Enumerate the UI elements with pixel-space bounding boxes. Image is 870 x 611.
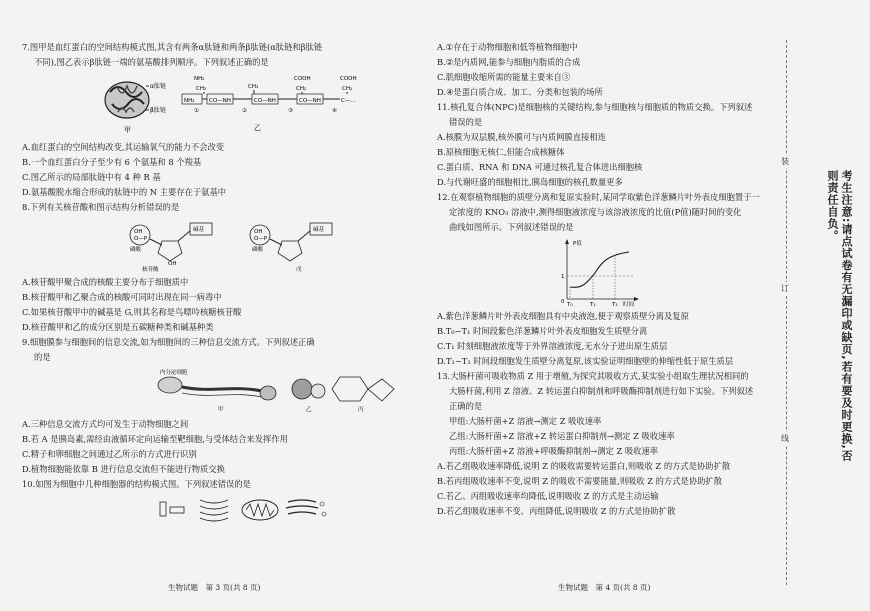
golgi-icon: [286, 500, 326, 516]
q7-option-b: B.一个血红蛋白分子至少有 6 个氨基和 8 个羧基: [22, 157, 202, 167]
ch3-label: CH₃: [248, 84, 259, 90]
p-label-1: O—P: [134, 236, 148, 242]
q13-group-jia: 甲组:大肠杆菌+Z 溶液→测定 Z 吸收速率: [449, 416, 602, 426]
q11-option-b: B.原核细胞无核仁,但能合成核糖体: [437, 147, 565, 157]
q13-option-b: B.若丙组吸收速率不变,说明 Z 的吸收不需要能量,则吸收 Z 的方式是协助扩散: [437, 476, 722, 486]
p-label-2: O—P: [254, 236, 268, 242]
q9-option-d: D.植物细胞能依靠 B 进行信息交流但不能进行物质交换: [22, 464, 225, 474]
q11-option-a: A.核膜为双层膜,核外膜可与内质网膜直接相连: [437, 132, 606, 142]
chain-continues: C—…: [341, 98, 356, 104]
q10-stem: 10.如图为细胞中几种细胞器的结构模式图。下列叙述错误的是: [22, 479, 251, 489]
hemoglobin-figure: [22, 72, 402, 138]
q12-figure: [437, 237, 787, 307]
cell-contact-diagram: [292, 379, 325, 413]
q12-option-d: D.T₁~T₂ 时间段细胞发生质壁分离复原,该实验证明细胞壁的伸缩性低于原生质层: [437, 356, 734, 366]
q7-stem-line1: 7.图甲是血红蛋白的空间结构模式图,其含有两条α肽链和两条β肽链(α肽链和β肽链: [22, 42, 323, 52]
phosphate-label-jia: 磷酸: [130, 247, 142, 253]
cooh-label-2: COOH: [340, 76, 357, 82]
q12-option-c: C.T₁ 时刻细胞液浓度等于外界溶液浓度,无水分子进出原生质层: [437, 341, 668, 351]
q13-group-bing: 丙组:大肠杆菌+Z 溶液+呼吸酶抑制剂→测定 Z 吸收速率: [449, 446, 659, 456]
x-tick-t2: T₂: [612, 302, 618, 307]
q8-option-d: D.核苷酸甲和乙的成分区别是五碳糖种类和碱基种类: [22, 322, 214, 332]
candidate-notice: 考生注意:请点试卷有无漏印或缺页,若有要及时更换,否则责任自负。: [826, 170, 853, 462]
p-value-curve: [437, 237, 787, 307]
q10-figure: [22, 494, 407, 524]
nh2-top-label: NH₂: [194, 76, 205, 82]
q11-option-d: D.与代谢旺盛的细胞相比,胰岛细胞的核孔数量更多: [437, 177, 623, 187]
footer-page-3: 生物试题 第 3 页(共 8 页): [168, 583, 261, 592]
endoplasmic-reticulum-icon: [200, 500, 228, 521]
question-10: [22, 477, 407, 524]
q13-option-c: C.若乙、丙组吸收速率均降低,说明吸收 Z 的方式是主动运输: [437, 491, 659, 501]
peptide-bond-3: CO—NH: [299, 98, 321, 104]
nucleotide-label: 核苷酸: [142, 267, 159, 273]
footer-page-4: 生物试题 第 4 页(共 8 页): [558, 583, 651, 592]
x-tick-t0: T₀: [567, 302, 573, 307]
q7-figure: [22, 72, 407, 138]
cooh-label-1: COOH: [294, 76, 311, 82]
q10-option-a: A.①存在于动物细胞和低等植物细胞中: [437, 42, 578, 52]
pentose-label: 戊: [296, 267, 302, 273]
ch2-label-3: CH₂: [342, 86, 353, 92]
nh2-terminal-label: NH₂: [184, 98, 195, 104]
q13-option-d: D.若乙组吸收速率不变、丙组降低,说明吸收 Z 的方式是协助扩散: [437, 506, 676, 516]
base-label-jia: 碱基: [193, 227, 205, 233]
q11-stem-line1: 11.核孔复合体(NPC)是细胞核的关键结构,参与细胞核与细胞质的物质交换。下列叙述: [437, 102, 753, 112]
ch2-label-2: CH₂: [296, 86, 307, 92]
q8-option-c: C.如果核苷酸甲中的碱基是 G,则其名称是鸟嘌呤核糖核苷酸: [22, 307, 242, 317]
q7-option-a: A.血红蛋白的空间结构改变,其运输氧气的能力不会改变: [22, 142, 225, 152]
peptide-chain-diagram: [182, 76, 357, 114]
binding-char-ding: 订: [781, 284, 789, 293]
q12-option-a: A.紫色洋葱鳞片叶外表皮细胞具有中央液泡,便于观察质壁分离及复原: [437, 311, 689, 321]
sub-label-4: ④: [332, 108, 337, 114]
question-13: [437, 369, 787, 519]
x-axis-label: 时间: [623, 302, 635, 307]
q7-option-d: D.氨基酸脱水缩合形成的肽链中的 N 主要存在于氨基中: [22, 187, 227, 197]
q13-stem-line3: 正确的是: [449, 401, 483, 411]
y-tick-1: 1: [561, 274, 565, 280]
q9-figure: [22, 367, 407, 415]
q8-figure: [22, 217, 407, 273]
question-7: [22, 40, 407, 200]
alpha-chain-label: α肽链: [150, 83, 166, 90]
ch2-label-1: CH₂: [196, 86, 207, 92]
plasmodesmata-diagram: [332, 377, 394, 413]
endocrine-cell-label: 内分泌细胞: [160, 370, 188, 376]
base-label-yi: 碱基: [313, 227, 325, 233]
q10-option-c: C.肌细胞收缩所需的能量主要来自③: [437, 72, 571, 82]
signal-yi-label: 乙: [306, 407, 312, 413]
q13-stem-line1: 13.大肠杆菌可吸收物质 Z 用于增殖,为探究其吸收方式,某实验小组取生理状况相同的: [437, 371, 749, 381]
hemoglobin-structure-icon: [105, 82, 149, 118]
binding-dashed-line: [786, 40, 787, 585]
q10-option-d: D.④是蛋白质合成、加工、分类和包装的场所: [437, 87, 603, 97]
origin-label: 0: [561, 299, 565, 305]
figure-yi-label: 乙: [254, 124, 261, 132]
sub-label-3: ③: [288, 108, 293, 114]
q12-stem-line2: 定浓度的 KNO₃ 溶液中,测得细胞液浓度与该溶液浓度的比值(P值)随时间的变化: [449, 207, 742, 217]
oh-label-1: OH: [134, 229, 143, 235]
q11-option-c: C.蛋白质、RNA 和 DNA 可通过核孔复合体进出细胞核: [437, 162, 643, 172]
sub-label-2: ②: [242, 108, 247, 114]
p-axis-label: P值: [573, 241, 582, 247]
figure-jia-label: 甲: [124, 126, 131, 134]
q8-option-a: A.核苷酸甲聚合成的核酸主要分布于细胞质中: [22, 277, 189, 287]
q9-option-a: A.三种信息交流方式均可发生于动物细胞之间: [22, 419, 189, 429]
q13-stem-line2: 大肠杆菌,利用 Z 溶液、Z 转运蛋白抑制剂和呼吸酶抑制剂进行如下实验。下列叙述: [449, 386, 754, 396]
question-12: [437, 190, 787, 369]
beta-chain-label: β肽链: [150, 107, 166, 114]
signal-jia-label: 甲: [218, 407, 224, 413]
nucleotide-figure: [22, 217, 402, 273]
mitochondrion-icon: [242, 500, 278, 520]
q11-stem-line2: 错误的是: [449, 117, 483, 127]
q13-option-a: A.若乙组吸收速率降低,说明 Z 的吸收需要转运蛋白,则吸收 Z 的方式是协助扩散: [437, 461, 731, 471]
q9-option-b: B.若 A 是胰岛素,需经由液循环定向运输至靶细胞,与受体结合来发挥作用: [22, 434, 288, 444]
nucleotide-yi-diagram: [250, 223, 332, 273]
right-page: [437, 40, 787, 519]
q9-option-c: C.精子和卵细胞之间通过乙所示的方式进行识别: [22, 449, 197, 459]
binding-char-zhuang: 装: [781, 157, 789, 166]
phosphate-label-yi: 磷酸: [252, 247, 264, 253]
binding-char-xian: 线: [781, 434, 789, 443]
q13-group-yi: 乙组:大肠杆菌+Z 溶液+Z 转运蛋白抑制剂→测定 Z 吸收速率: [449, 431, 675, 441]
q12-stem-line3: 曲线如图所示。下列叙述错误的是: [449, 222, 574, 232]
q12-option-b: B.T₀~T₁ 时间段紫色洋葱鳞片叶外表皮细胞发生质壁分离: [437, 326, 648, 336]
question-11: [437, 100, 787, 190]
question-9: [22, 335, 407, 477]
q9-stem-line2: 的是: [34, 352, 51, 362]
oh-label-3: OH: [254, 229, 263, 235]
oh-label-2: OH: [168, 261, 177, 267]
cell-signaling-figure: [22, 367, 402, 415]
question-8: [22, 200, 407, 335]
centriole-icon: [160, 502, 184, 516]
sub-label-1: ①: [194, 108, 199, 114]
p-value-line: [570, 252, 629, 287]
q8-option-b: B.核苷酸甲和乙聚合成的核酸可同时出现在同一病毒中: [22, 292, 222, 302]
signal-bing-label: 丙: [358, 407, 364, 413]
q9-stem-line1: 9.细胞膜参与细胞间的信息交流,如为细胞间的三种信息交流方式。下列叙述正确: [22, 337, 315, 347]
q7-stem-line2: 不同),图乙表示β肽链一端的氨基酸排列顺序。下列叙述正确的是: [34, 57, 269, 67]
q8-stem: 8.下列有关核苷酸和图示结构分析错误的是: [22, 202, 180, 212]
peptide-bond-1: CO—NH: [209, 98, 231, 104]
nucleotide-jia-diagram: [130, 223, 212, 273]
q12-stem-line1: 12.在观察植物细胞的质壁分离和复原实验时,某同学取紫色洋葱鳞片叶外表皮细胞置于一: [437, 192, 760, 202]
x-tick-t1: T₁: [590, 302, 596, 307]
left-page: [22, 40, 407, 526]
q7-option-c: C.图乙所示的局部肽链中有 4 种 R 基: [22, 172, 161, 182]
peptide-bond-2: CO—NH: [254, 98, 276, 104]
endocrine-cell-diagram: [158, 368, 276, 413]
q10-option-b: B.②是内质网,能参与细胞内脂质的合成: [437, 57, 581, 67]
organelles-figure: [22, 494, 402, 524]
